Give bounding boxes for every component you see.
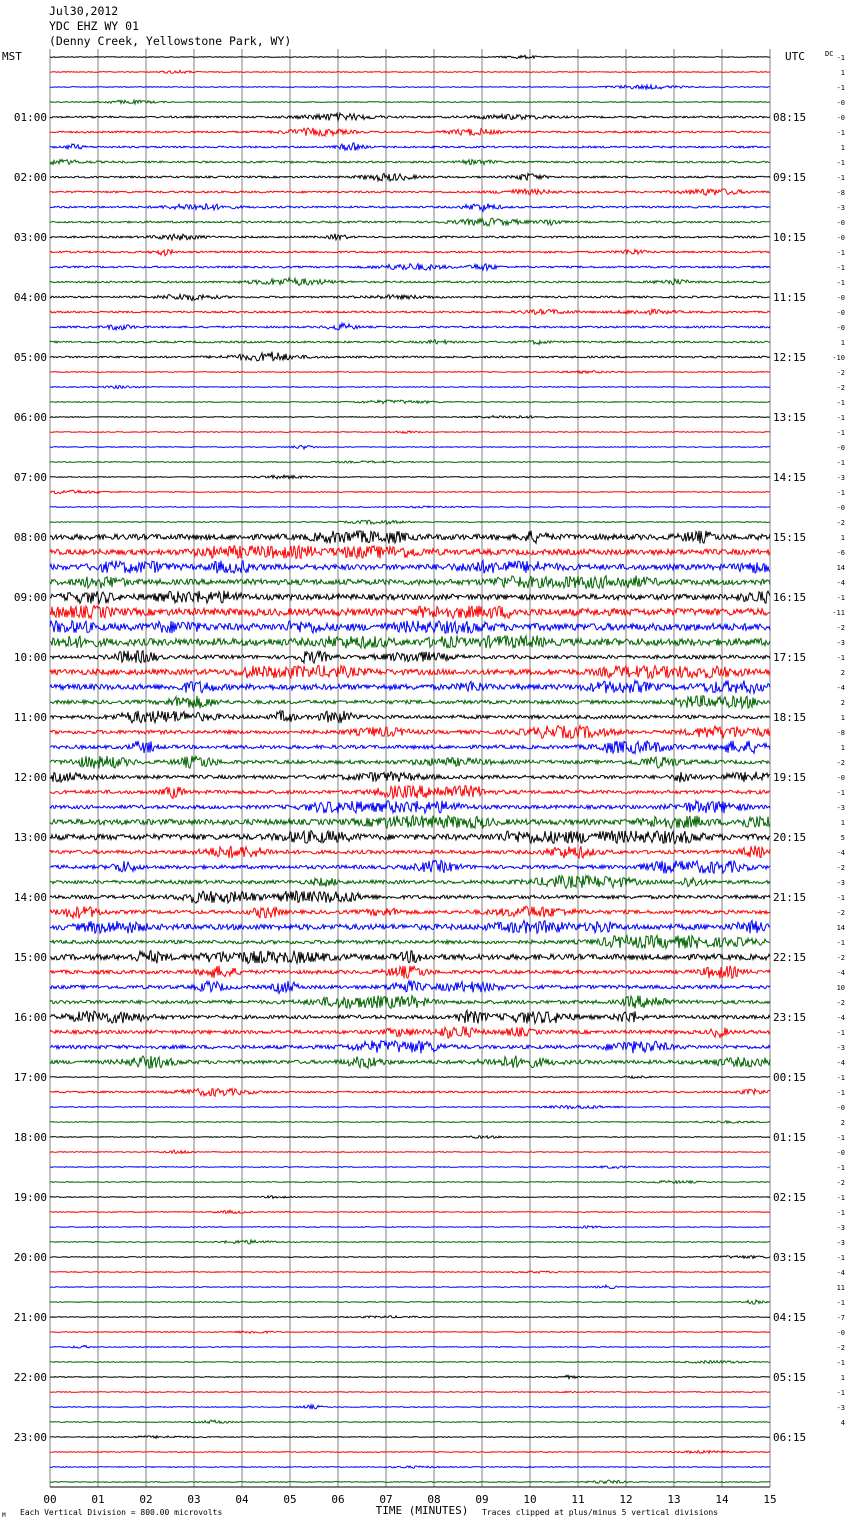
seismic-trace [50, 576, 770, 589]
dc-offset-label: -1 [836, 1389, 845, 1397]
seismic-trace [50, 1136, 770, 1139]
right-time-label: 22:15 [773, 951, 807, 964]
seismic-trace [50, 461, 770, 463]
left-time-label: 08:00 [13, 531, 47, 544]
right-time-label: 17:15 [773, 651, 807, 664]
seismic-trace [50, 1375, 770, 1378]
seismic-trace [50, 1285, 770, 1289]
dc-offset-label: -1 [836, 459, 845, 467]
seismic-trace [50, 431, 770, 433]
dc-offset-label: 14 [836, 564, 845, 572]
dc-offset-label: -8 [836, 729, 845, 737]
dc-offset-label: -2 [836, 369, 845, 377]
seismic-trace [50, 921, 770, 934]
seismic-trace [50, 1041, 770, 1054]
chart-location: (Denny Creek, Yellowstone Park, WY) [49, 34, 292, 48]
seismic-trace [50, 1436, 770, 1438]
dc-offset-label: -1 [836, 1359, 845, 1367]
right-time-label: 16:15 [773, 591, 807, 604]
dc-offset-label: 1 [840, 144, 845, 152]
dc-offset-label: -1 [836, 159, 845, 167]
x-tick-label: 11 [571, 1493, 585, 1506]
left-time-label: 20:00 [13, 1251, 47, 1264]
dc-offset-label: -1 [836, 1089, 845, 1097]
dc-offset-label: -0 [836, 774, 845, 782]
right-time-label: 10:15 [773, 231, 807, 244]
seismic-trace [50, 906, 770, 918]
dc-offset-label: 1 [840, 339, 845, 347]
seismic-trace [50, 55, 770, 58]
seismic-trace [50, 1105, 770, 1108]
seismic-trace [50, 966, 770, 979]
scale-note: Each Vertical Division = 800.00 microvolts [20, 1508, 223, 1517]
dc-offset-label: -0 [836, 504, 845, 512]
dc-offset-label: -3 [836, 1044, 845, 1052]
x-tick-label: 12 [619, 1493, 633, 1506]
dc-offset-label: -1 [836, 174, 845, 182]
right-time-label: 00:15 [773, 1071, 807, 1084]
seismic-trace [50, 546, 770, 559]
seismic-trace [50, 996, 770, 1009]
seismic-trace [50, 1420, 770, 1423]
dc-offset-label: -0 [836, 294, 845, 302]
seismic-trace [50, 278, 770, 286]
seismic-trace [50, 113, 770, 120]
right-time-label: 01:15 [773, 1131, 807, 1144]
dc-offset-label: 1 [840, 1374, 845, 1382]
x-tick-label: 14 [715, 1493, 729, 1506]
dc-offset-label: -0 [836, 1104, 845, 1112]
dc-offset-label: -11 [832, 609, 845, 617]
seismic-trace [50, 1316, 770, 1318]
right-time-label: 08:15 [773, 111, 807, 124]
seismic-trace [50, 621, 770, 634]
dc-offset-label: -0 [836, 219, 845, 227]
seismic-trace [50, 876, 770, 889]
seismic-trace [50, 1240, 770, 1244]
dc-offset-label: -7 [836, 1314, 845, 1322]
dc-offset-label: -10 [832, 354, 845, 362]
seismic-trace [50, 309, 770, 314]
dc-offset-label: -0 [836, 309, 845, 317]
dc-offset-label: -1 [836, 249, 845, 257]
dc-offset-label: -2 [836, 864, 845, 872]
x-tick-label: 03 [187, 1493, 201, 1506]
right-time-label: 11:15 [773, 291, 807, 304]
dc-offset-label: -2 [836, 1179, 845, 1187]
seismic-trace [50, 1121, 770, 1123]
left-time-label: 04:00 [13, 291, 47, 304]
dc-offset-label: -4 [836, 1059, 845, 1067]
dc-offset-label: 1 [840, 714, 845, 722]
dc-offset-label: -1 [836, 54, 845, 62]
x-tick-label: 00 [43, 1493, 57, 1506]
dc-offset-label: 10 [836, 984, 845, 992]
left-time-label: 14:00 [13, 891, 47, 904]
dc-offset-label: 11 [836, 1284, 845, 1292]
left-time-label: 02:00 [13, 171, 47, 184]
seismic-trace [50, 70, 770, 73]
dc-offset-label: -6 [836, 549, 845, 557]
seismic-trace [50, 173, 770, 181]
dc-offset-label: 1 [840, 534, 845, 542]
seismic-trace [50, 323, 770, 330]
dc-offset-label: -0 [836, 444, 845, 452]
seismic-trace [50, 681, 770, 694]
seismic-trace [50, 741, 770, 754]
dc-offset-label: -3 [836, 204, 845, 212]
right-time-label: 05:15 [773, 1371, 807, 1384]
right-time-label: 15:15 [773, 531, 807, 544]
seismic-trace [50, 204, 770, 212]
x-tick-label: 07 [379, 1493, 393, 1506]
seismic-trace [50, 160, 770, 165]
x-tick-label: 04 [235, 1493, 249, 1506]
right-time-label: 21:15 [773, 891, 807, 904]
right-time-label: 18:15 [773, 711, 807, 724]
dc-offset-label: -0 [836, 1149, 845, 1157]
x-tick-label: 13 [667, 1493, 681, 1506]
dc-offset-label: -2 [836, 519, 845, 527]
chart-station: YDC EHZ WY 01 [49, 19, 140, 33]
dc-offset-label: -2 [836, 954, 845, 962]
seismic-trace [50, 475, 770, 479]
dc-offset-label: 1 [840, 69, 845, 77]
right-timezone-label: UTC [785, 50, 805, 63]
seismic-trace [50, 1451, 770, 1454]
right-time-label: 19:15 [773, 771, 807, 784]
left-time-label: 06:00 [13, 411, 47, 424]
seismic-trace [50, 189, 770, 196]
seismic-trace [50, 606, 770, 619]
left-time-label: 07:00 [13, 471, 47, 484]
seismic-trace [50, 1480, 770, 1483]
seismic-trace [50, 1089, 770, 1097]
dc-offset-label: -1 [836, 654, 845, 662]
left-time-label: 01:00 [13, 111, 47, 124]
dc-offset-label: 4 [840, 1419, 845, 1427]
chart-date: Jul30,2012 [49, 4, 119, 18]
seismic-trace [50, 786, 770, 799]
x-tick-label: 06 [331, 1493, 345, 1506]
dc-offset-label: -3 [836, 1404, 845, 1412]
seismic-trace [50, 846, 770, 859]
seismic-trace [50, 386, 770, 389]
seismic-trace [50, 591, 770, 604]
dc-offset-label: -4 [836, 1269, 845, 1277]
dc-offset-label: 1 [840, 744, 845, 752]
left-time-label: 13:00 [13, 831, 47, 844]
seismic-trace [50, 1166, 770, 1169]
dc-offset-label: -1 [836, 1164, 845, 1172]
dc-offset-label: -2 [836, 1344, 845, 1352]
seismic-trace [50, 250, 770, 256]
dc-offset-label: -4 [836, 849, 845, 857]
seismic-trace [50, 1226, 770, 1228]
dc-offset-label: -1 [836, 1074, 845, 1082]
right-time-label: 02:15 [773, 1191, 807, 1204]
seismic-trace [50, 561, 770, 574]
dc-offset-label: -1 [836, 1254, 845, 1262]
right-time-label: 06:15 [773, 1431, 807, 1444]
dc-offset-label: -1 [836, 1134, 845, 1142]
right-time-label: 23:15 [773, 1011, 807, 1024]
seismic-trace [50, 981, 770, 994]
dc-offset-label: -2 [836, 759, 845, 767]
dc-offset-label: 1 [840, 819, 845, 827]
seismic-trace [50, 891, 770, 903]
dc-offset-label: -3 [836, 639, 845, 647]
seismic-trace [50, 936, 770, 949]
x-tick-label: 15 [763, 1493, 777, 1506]
seismic-trace [50, 1076, 770, 1078]
seismic-trace [50, 490, 770, 494]
seismic-trace [50, 1391, 770, 1393]
x-tick-label: 02 [139, 1493, 153, 1506]
seismic-trace [50, 1027, 770, 1038]
dc-offset-label: -4 [836, 969, 845, 977]
right-time-label: 13:15 [773, 411, 807, 424]
seismic-trace [50, 951, 770, 964]
dc-offset-label: -1 [836, 129, 845, 137]
right-time-label: 20:15 [773, 831, 807, 844]
dc-offset-label: -1 [836, 1299, 845, 1307]
dc-offset-label: -0 [836, 99, 845, 107]
corner-mark: M [2, 1512, 6, 1519]
seismic-trace [50, 1256, 770, 1259]
dc-offset-label: -1 [836, 894, 845, 902]
left-time-label: 19:00 [13, 1191, 47, 1204]
seismic-trace [50, 218, 770, 226]
seismic-trace [50, 295, 770, 301]
dc-offset-label: -0 [836, 1329, 845, 1337]
dc-offset-label: -1 [836, 264, 845, 272]
left-time-label: 11:00 [13, 711, 47, 724]
dc-offset-label: -1 [836, 1029, 845, 1037]
seismic-trace [50, 772, 770, 783]
seismic-trace [50, 1150, 770, 1154]
seismic-trace [50, 696, 770, 709]
dc-offset-label: -1 [836, 939, 845, 947]
seismic-trace [50, 416, 770, 419]
seismic-trace [50, 801, 770, 814]
dc-offset-label: -1 [836, 399, 845, 407]
seismic-trace [50, 234, 770, 241]
dc-offset-label: 2 [840, 1119, 845, 1127]
right-time-label: 03:15 [773, 1251, 807, 1264]
dc-offset-label: -1 [836, 789, 845, 797]
seismic-trace [50, 831, 770, 844]
x-tick-label: 05 [283, 1493, 297, 1506]
dc-offset-label: 5 [840, 834, 845, 842]
left-time-label: 09:00 [13, 591, 47, 604]
seismic-traces [50, 55, 770, 1483]
left-time-label: 16:00 [13, 1011, 47, 1024]
seismic-trace [50, 1331, 770, 1333]
seismic-trace [50, 1345, 770, 1348]
seismic-trace [50, 1466, 770, 1468]
seismic-trace [50, 445, 770, 449]
x-tick-label: 10 [523, 1493, 537, 1506]
seismic-trace [50, 100, 770, 104]
seismic-trace [50, 1056, 770, 1069]
seismic-trace [50, 651, 770, 663]
dc-offset-label: 14 [836, 924, 845, 932]
clip-note: Traces clipped at plus/minus 5 vertical divisions [482, 1508, 719, 1517]
seismic-trace [50, 371, 770, 373]
seismic-trace [50, 1271, 770, 1273]
seismic-trace [50, 1181, 770, 1184]
dc-offset-label: -1 [836, 414, 845, 422]
chart-labels [2, 50, 845, 1519]
seismic-trace [50, 531, 770, 544]
dc-offset-label: -4 [836, 684, 845, 692]
x-tick-label: 01 [91, 1493, 105, 1506]
x-axis-title: TIME (MINUTES) [375, 1504, 469, 1517]
dc-offset-label: -4 [836, 1014, 845, 1022]
dc-offset-label: -0 [836, 234, 845, 242]
dc-offset-label: -2 [836, 909, 845, 917]
dc-offset-label: -3 [836, 1224, 845, 1232]
left-time-label: 21:00 [13, 1311, 47, 1324]
seismic-trace [50, 340, 770, 345]
seismic-trace [50, 711, 770, 723]
left-timezone-label: MST [2, 50, 22, 63]
seismic-trace [50, 506, 770, 508]
dc-offset-label: -2 [836, 384, 845, 392]
right-time-label: 12:15 [773, 351, 807, 364]
left-time-label: 10:00 [13, 651, 47, 664]
left-time-label: 18:00 [13, 1131, 47, 1144]
seismic-trace [50, 1361, 770, 1364]
left-time-label: 15:00 [13, 951, 47, 964]
left-time-label: 17:00 [13, 1071, 47, 1084]
dc-offset-label: -3 [836, 804, 845, 812]
seismic-trace [50, 1300, 770, 1304]
dc-offset-label: -8 [836, 189, 845, 197]
dc-offset-label: -1 [836, 489, 845, 497]
dc-offset-label: 2 [840, 669, 845, 677]
dc-offset-label: -0 [836, 114, 845, 122]
seismic-trace [50, 756, 770, 769]
seismic-trace [50, 1210, 770, 1213]
right-time-label: 04:15 [773, 1311, 807, 1324]
left-time-label: 12:00 [13, 771, 47, 784]
dc-offset-label: -1 [836, 1194, 845, 1202]
dc-offset-label: -2 [836, 999, 845, 1007]
seismic-trace [50, 1011, 770, 1024]
dc-column-label: DC [825, 50, 834, 58]
right-time-label: 09:15 [773, 171, 807, 184]
left-time-label: 03:00 [13, 231, 47, 244]
seismic-trace [50, 666, 770, 679]
dc-offset-label: -3 [836, 1239, 845, 1247]
seismic-trace [50, 143, 770, 151]
seismic-trace [50, 352, 770, 361]
seismic-trace [50, 1405, 770, 1409]
seismic-trace [50, 636, 770, 649]
dc-offset-label: -1 [836, 84, 845, 92]
x-tick-label: 09 [475, 1493, 489, 1506]
left-time-label: 22:00 [13, 1371, 47, 1384]
seismic-trace [50, 816, 770, 829]
seismic-trace [50, 520, 770, 524]
right-time-label: 14:15 [773, 471, 807, 484]
seismic-trace [50, 726, 770, 739]
seismic-trace [50, 264, 770, 271]
dc-offset-label: -3 [836, 879, 845, 887]
dc-offset-label: -1 [836, 1209, 845, 1217]
dc-offset-label: 2 [840, 699, 845, 707]
x-tick-label: 08 [427, 1493, 441, 1506]
seismic-trace [50, 400, 770, 404]
left-time-label: 05:00 [13, 351, 47, 364]
seismic-trace [50, 128, 770, 136]
dc-offset-label: -3 [836, 474, 845, 482]
dc-offset-label: -1 [836, 279, 845, 287]
seismic-trace [50, 85, 770, 89]
dc-offset-label: -2 [836, 624, 845, 632]
dc-offset-label: -0 [836, 324, 845, 332]
seismic-trace [50, 1196, 770, 1199]
dc-offset-label: -4 [836, 579, 845, 587]
dc-offset-label: -1 [836, 429, 845, 437]
left-time-label: 23:00 [13, 1431, 47, 1444]
dc-offset-label: -1 [836, 594, 845, 602]
seismic-trace [50, 861, 770, 874]
